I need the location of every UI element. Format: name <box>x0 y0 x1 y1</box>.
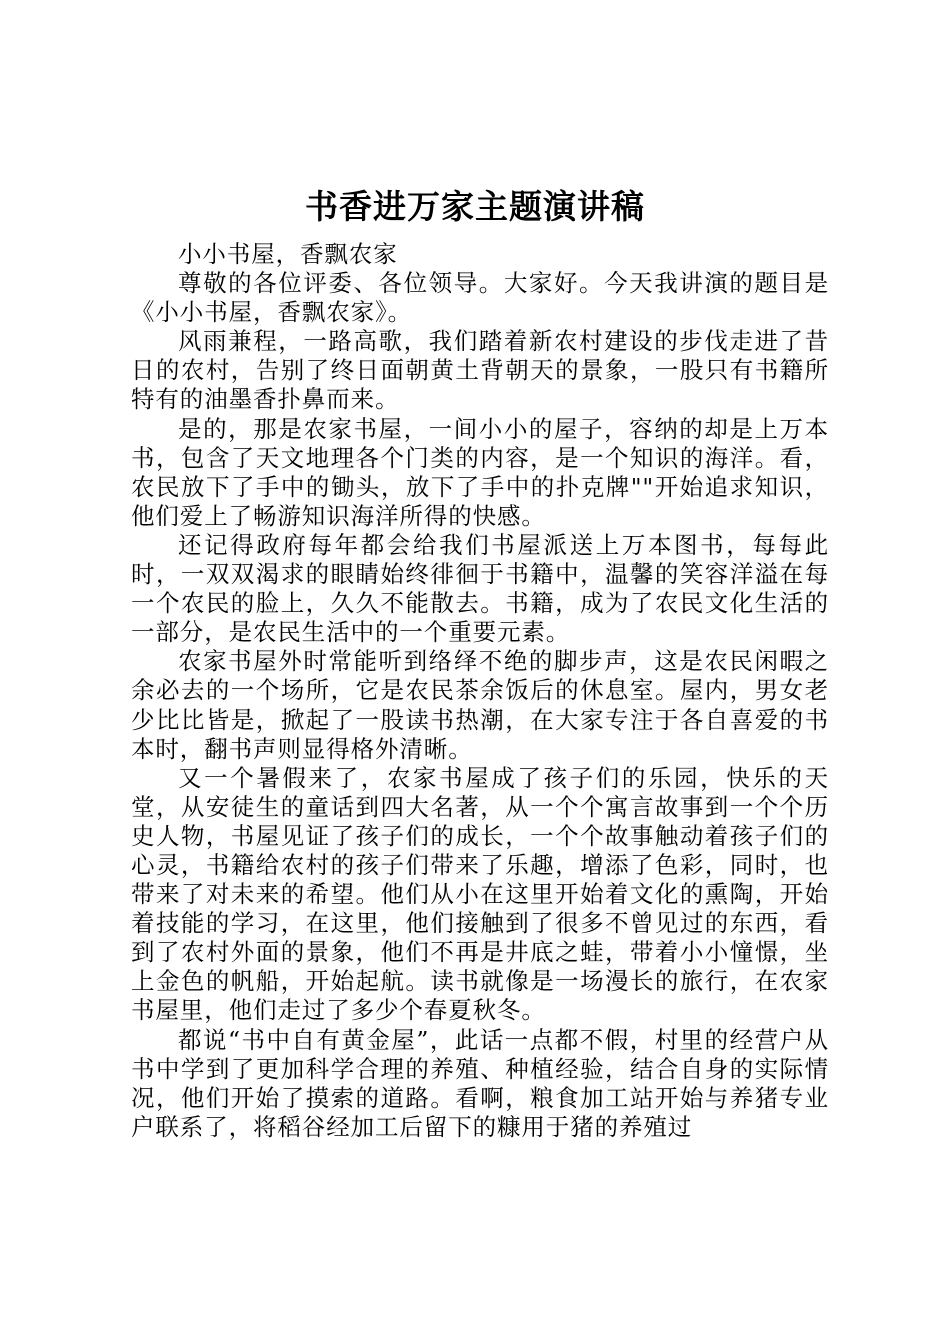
paragraph: 风雨兼程，一路高歌，我们踏着新农村建设的步伐走进了昔日的农村，告别了终日面朝黄土背朝天的景象，一股只有书籍所特有的油墨香扑鼻而来。 <box>131 327 829 414</box>
document-title: 书香进万家主题演讲稿 <box>305 187 645 226</box>
paragraph: 农家书屋外时常能听到络绎不绝的脚步声，这是农民闲暇之余必去的一个场所，它是农民茶余饭后的休息室。屋内，男女老少比比皆是，掀起了一股读书热潮，在大家专注于各自喜爱的书本时，翻书声则显得格外清晰。 <box>131 647 829 763</box>
paragraph: 是的，那是农家书屋，一间小小的屋子，容纳的却是上万本书，包含了天文地理各个门类的内容，是一个知识的海洋。看，农民放下了手中的锄头，放下了手中的扑克牌""开始追求知识，他们爱上了畅游知识海洋所得的快感。 <box>131 414 829 530</box>
paragraph-subtitle: 小小书屋，香飘农家 <box>178 240 398 268</box>
paragraph: 又一个暑假来了，农家书屋成了孩子们的乐园，快乐的天堂，从安徒生的童话到四大名著，从一个个寓言故事到一个个历史人物，书屋见证了孩子们的成长，一个个故事触动着孩子们的心灵，书籍给农村的孩子们带来了乐趣，增添了色彩，同时，也带来了对未来的希望。他们从小在这里开始着文化的熏陶，开始着技能的学习，在这里，他们接触到了很多不曾见过的东西，看到了农村外面的景象，他们不再是井底之蛙，带着小小憧憬，坐上金色的帆船，开始起航。读书就像是一场漫长的旅行，在农家书屋里，他们走过了多少个春夏秋冬。 <box>131 763 829 1025</box>
paragraph: 都说“书中自有黄金屋”，此话一点都不假，村里的经营户从书中学到了更加科学合理的养殖、种植经验，结合自身的实际情况，他们开始了摸索的道路。看啊，粮食加工站开始与养猪专业户联系了，将稻谷经加工后留下的糠用于猪的养殖过 <box>131 1025 829 1141</box>
paragraph: 还记得政府每年都会给我们书屋派送上万本图书，每每此时，一双双渴求的眼睛始终徘徊于书籍中，温馨的笑容洋溢在每一个农民的脸上，久久不能散去。书籍，成为了农民文化生活的一部分，是农民生活中的一个重要元素。 <box>131 530 829 647</box>
document-body <box>131 240 829 1142</box>
paragraph-greeting: 尊敬的各位评委、各位领导。大家好。今天我讲演的题目是《小小书屋，香飘农家》。 <box>131 269 829 327</box>
